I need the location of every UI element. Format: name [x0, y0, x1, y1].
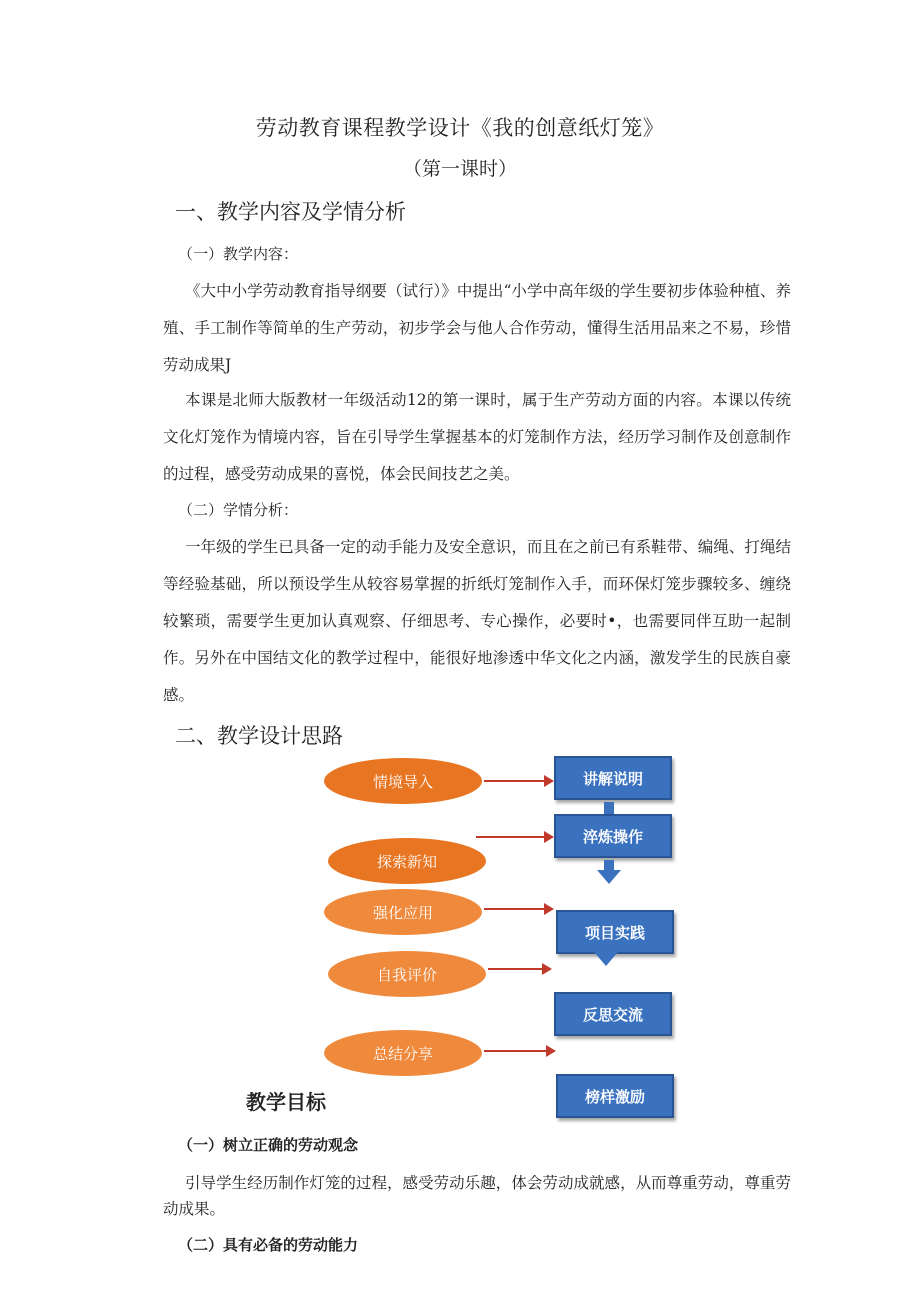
flow-connector-1: [604, 802, 614, 814]
flow-down-arrow-icon-2: [594, 952, 618, 966]
section-3-para-1: 引导学生经历制作灯笼的过程，感受劳动乐趣，体会劳动成就感，从而尊重劳动，尊重劳动成果。: [163, 1174, 791, 1218]
flow-step-self-eval: 自我评价: [328, 951, 486, 997]
section-1-heading: 一、教学内容及学情分析: [175, 200, 406, 224]
document-title: 劳动教育课程教学设计《我的创意纸灯笼》: [255, 116, 665, 140]
flow-arrow-1: [484, 780, 552, 782]
flow-down-arrow-icon: [597, 870, 621, 884]
flow-box-reflect: 反思交流: [554, 992, 672, 1036]
section-3-sub-1: （一）树立正确的劳动观念: [178, 1136, 359, 1154]
teaching-goals-label: 教学目标: [246, 1090, 326, 1114]
flow-connector-2: [604, 860, 614, 870]
flow-arrow-5: [484, 1050, 554, 1052]
flow-box-explain: 讲解说明: [554, 756, 672, 800]
section-1-sub-2: （二）学情分析：: [178, 501, 299, 519]
flow-arrow-2: [476, 836, 552, 838]
design-flow-diagram: [246, 752, 680, 1120]
flow-box-role-model: 榜样激励: [556, 1074, 674, 1118]
flow-step-summary: 总结分享: [324, 1030, 482, 1076]
flow-step-apply: 强化应用: [324, 889, 482, 935]
section-1-para-1: 《大中小学劳动教育指导纲要（试行）》中提出“小学中高年级的学生要初步体验种植、养殖、手工制作等简单的生产劳动，初步学会与他人合作劳动，懂得生活用品来之不易，珍惜劳动成果J: [163, 282, 791, 374]
flow-arrow-4: [488, 968, 550, 970]
section-3-sub-2: （二）具有必备的劳动能力: [178, 1236, 359, 1254]
flow-arrow-3: [484, 908, 552, 910]
section-1-para-2: 本课是北师大版教材一年级活动12的第一课时，属于生产劳动方面的内容。本课以传统文化灯笼作为情境内容，旨在引导学生掌握基本的灯笼制作方法，经历学习制作及创意制作的过程，感受劳动成果的喜悦，体会民间技艺之美。: [163, 391, 791, 483]
flow-step-explore: 探索新知: [328, 838, 486, 884]
flow-step-situation-intro: 情境导入: [324, 758, 482, 804]
flow-box-practice: 淬炼操作: [554, 814, 672, 858]
document-subtitle: （第一课时）: [402, 158, 517, 180]
flow-box-project: 项目实践: [556, 910, 674, 954]
section-2-heading: 二、教学设计思路: [175, 724, 343, 748]
section-1-para-3: 一年级的学生已具备一定的动手能力及安全意识，而且在之前已有系鞋带、编绳、打绳结等经验基础，所以预设学生从较容易掌握的折纸灯笼制作入手，而环保灯笼步骤较多、缠绕较繁琐，需要学生更加认真观察、仔细思考、专心操作，必要时•，也需要同伴互助一起制作。另外在中国结文化的教学过程中，能很好地渗透中华文化之内涵，激发学生的民族自豪感。: [163, 538, 791, 704]
section-1-sub-1: （一）教学内容：: [178, 245, 299, 263]
